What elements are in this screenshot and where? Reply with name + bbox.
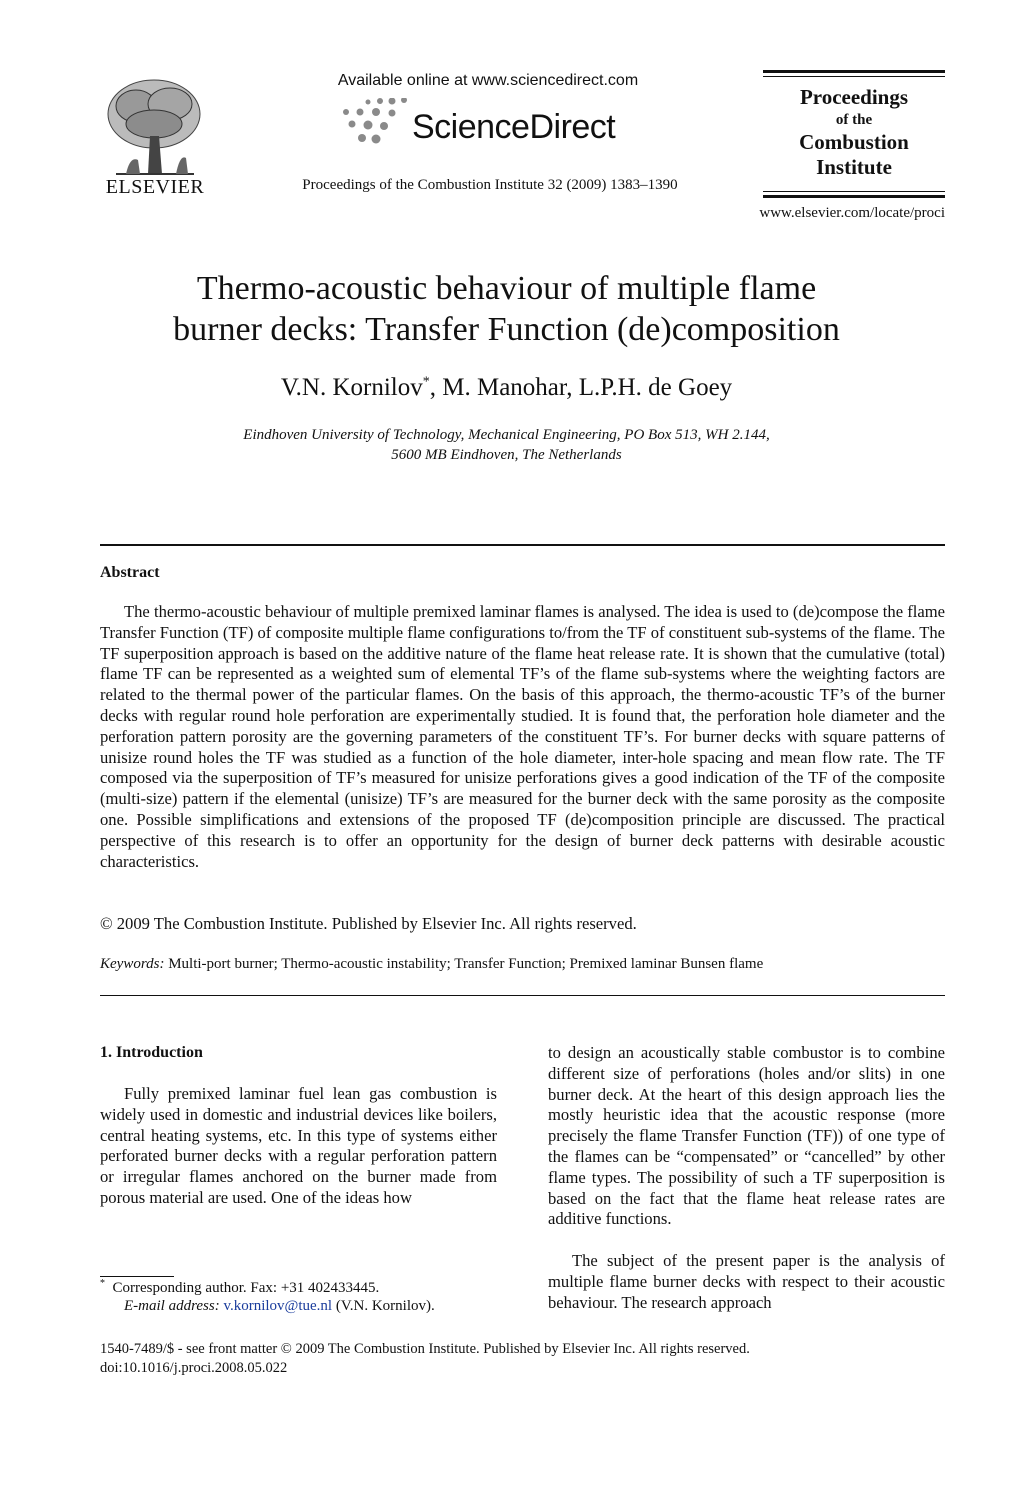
journal-reference: Proceedings of the Combustion Institute 32 (2009) 1383–1390 [302,177,678,193]
keywords-list: Multi-port burner; Thermo-acoustic instability; Transfer Function; Premixed laminar Bunsen flame [168,956,764,972]
footnote-mark: * [100,1278,105,1289]
abstract-heading: Abstract [100,564,160,581]
journal-box-line1: Proceedings [799,85,909,109]
doi[interactable]: doi:10.1016/j.proci.2008.05.022 [100,1360,288,1376]
email-label: E-mail address: [124,1298,220,1314]
footnote-corresponding [100,1278,379,1297]
title-line-1: Thermo-acoustic behaviour of multiple flame [196,270,817,307]
sciencedirect-dots-icon [338,98,418,150]
author-first: V.N. Kornilov [280,374,423,401]
journal-box-line2: of the [835,112,873,128]
article-title [60,268,953,350]
email-link[interactable]: v.kornilov@tue.nl [223,1298,333,1314]
introduction-heading: 1. Introduction [100,1044,203,1061]
abstract-text: The thermo-acoustic behaviour of multiple premixed laminar flames is analysed. The idea is used to (de)compose the flame Transfer Function (TF) of composite multiple flame configurations to/from the TF of constituent sub-systems of the flame. The TF superposition approach is based on the additive nature of the flame heat release rate. It is shown that the cumulative (total) flame TF can be represented as a weighted sum of elemental TF’s of the flame sub-systems where the weighting factors are related to the thermal power of the particular flames. On the basis of this approach, the thermo-acoustic TF’s of the burner decks with regular round hole perforation are experimentally studied. It is found that, the perforation hole diameter and the perforation pattern porosity are the governing parameters of the constituent TF’s. For burner decks with square patterns of unisize round holes the TF was studied as a function of the hole diameter, inter-hole spacing and mean flow rate. The TF composed via the superposition of TF’s measured for unisize perforations gives a good indication of the TF of the composite (multi-size) pattern if the elemental (unisize) TF’s are measured for the burner deck with the same porosity as the composite one. Possible simplifications and extensions of the proposed TF (de)composition principle are discussed. The practical perspective of this research is to offer an opportunity for the design of burner deck patterns with desirable acoustic characteristics. [100,602,945,871]
affiliation-line-2: 5600 MB Eindhoven, The Netherlands [391,447,622,463]
email-suffix: (V.N. Kornilov). [335,1298,435,1314]
abstract-copyright: © 2009 The Combustion Institute. Published by Elsevier Inc. All rights reserved. [100,914,637,933]
publisher-name: ELSEVIER [105,176,205,198]
footnote-email [124,1298,435,1315]
affiliation [60,425,953,465]
journal-url[interactable]: www.elsevier.com/locate/proci [759,205,945,221]
introduction-right-paragraph-1: to design an acoustically stable combustor is to combine different size of perforations (holes and/or slits) in one burner deck. At the heart of this design approach lies the mostly heuristic idea that the acoustic response (more precisely the flame Transfer Function (TF)) of one type of the flames can be “compensated” or “cancelled” by other flame types. The possibility of such a TF superposition is based on the fact that the flame heat release rates are additive functions. [548,1043,945,1229]
authors [60,374,953,402]
title-line-2: burner decks: Transfer Function (de)composition [173,311,840,348]
available-online-text: Available online at www.sciencedirect.com [337,72,639,89]
sciencedirect-wordmark: ScienceDirect [412,108,616,146]
introduction-right-paragraph-2: The subject of the present paper is the analysis of multiple flame burner decks with respect to their acoustic behaviour. The research approach [548,1251,945,1312]
footnote-rule [100,1276,174,1277]
author-rest: , M. Manohar, L.P.H. de Goey [429,374,733,401]
divider-top [100,544,945,546]
keywords-label: Keywords: [100,956,165,972]
corresponding-mark[interactable]: * [422,374,430,390]
keywords [100,956,945,973]
front-matter-line: 1540-7489/$ - see front matter © 2009 The Combustion Institute. Published by Elsevier Inc. All rights reserved. [100,1341,750,1357]
journal-title-box [763,70,945,198]
introduction-left-column: Fully premixed laminar fuel lean gas combustion is widely used in domestic and industrial devices like boilers, central heating systems, etc. In this type of systems either perforated burner decks with a regular perforation pattern or irregular flames anchored on the burner made from porous material are used. One of the ideas how [100,1084,497,1207]
journal-box-line4: Institute [816,155,892,179]
divider-bottom [100,995,945,996]
journal-box-line3: Combustion [799,130,909,154]
affiliation-line-1: Eindhoven University of Technology, Mechanical Engineering, PO Box 513, WH 2.144, [243,427,770,443]
footnote-corresponding-text: Corresponding author. Fax: +31 402433445. [112,1280,380,1296]
